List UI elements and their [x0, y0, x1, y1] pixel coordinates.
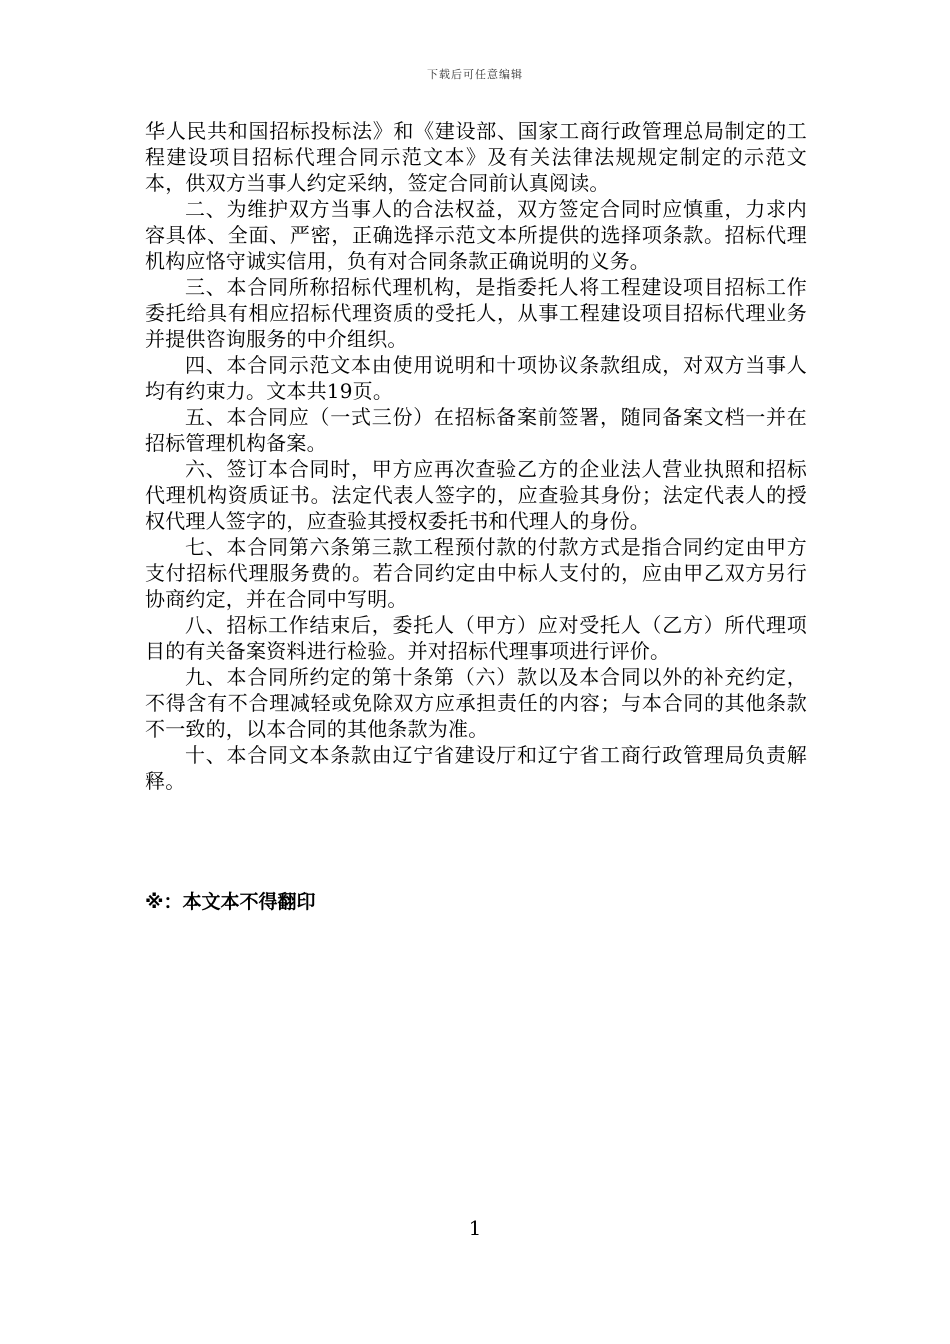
paragraph-8: 八、招标工作结束后，委托人（甲方）应对受托人（乙方）所代理项目的有关备案资料进行检验。并对招标代理事项进行评价。 — [145, 613, 807, 663]
header-note: 下载后可任意编辑 — [427, 68, 523, 81]
no-reprint-notice: ※：本文本不得翻印 — [145, 891, 316, 913]
paragraph-4: 四、本合同示范文本由使用说明和十项协议条款组成，对双方当事人均有约束力。文本共19页。 — [145, 353, 807, 403]
paragraph-continuation: 华人民共和国招标投标法》和《建设部、国家工商行政管理总局制定的工程建设项目招标代理合同示范文本》及有关法律法规规定制定的示范文本，供双方当事人约定采纳，签定合同前认真阅读。 — [145, 119, 807, 195]
paragraph-9: 九、本合同所约定的第十条第（六）款以及本合同以外的补充约定，不得含有不合理减轻或免除双方应承担责任的内容；与本合同的其他条款不一致的，以本合同的其他条款为准。 — [145, 665, 807, 741]
paragraph-6: 六、签订本合同时，甲方应再次查验乙方的企业法人营业执照和招标代理机构资质证书。法定代表人签字的，应查验其身份；法定代表人的授权代理人签字的，应查验其授权委托书和代理人的身份。 — [145, 457, 807, 533]
document-body — [145, 118, 807, 794]
paragraph-5: 五、本合同应（一式三份）在招标备案前签署，随同备案文档一并在招标管理机构备案。 — [145, 405, 807, 455]
paragraph-2: 二、为维护双方当事人的合法权益，双方签定合同时应慎重，力求内容具体、全面、严密，正确选择示范文本所提供的选择项条款。招标代理机构应恪守诚实信用，负有对合同条款正确说明的义务。 — [145, 197, 807, 273]
paragraph-10: 十、本合同文本条款由辽宁省建设厅和辽宁省工商行政管理局负责解释。 — [145, 743, 807, 793]
paragraph-7: 七、本合同第六条第三款工程预付款的付款方式是指合同约定由甲方支付招标代理服务费的。若合同约定由中标人支付的，应由甲乙双方另行协商约定，并在合同中写明。 — [145, 535, 807, 611]
page-number: 1 — [468, 1216, 482, 1240]
paragraph-3: 三、本合同所称招标代理机构，是指委托人将工程建设项目招标工作委托给具有相应招标代理资质的受托人，从事工程建设项目招标代理业务并提供咨询服务的中介组织。 — [145, 275, 807, 351]
